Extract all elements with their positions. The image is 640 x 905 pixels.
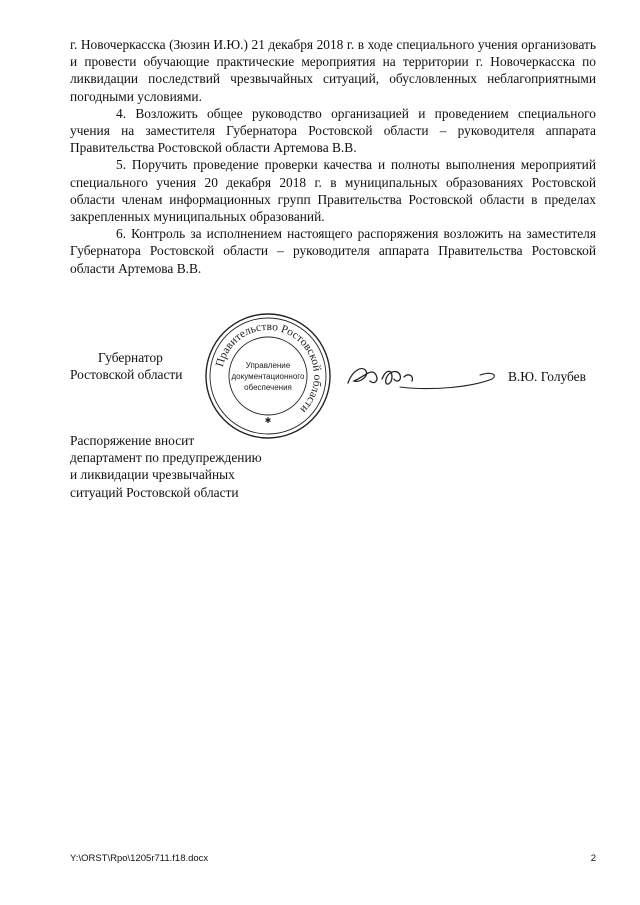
page-footer: [70, 853, 596, 864]
submitter-note: [70, 432, 262, 501]
footer-file-path: Y:\ORST\Rpo\1205r711.f18.docx: [70, 853, 209, 864]
signatory-name: В.Ю. Голубев: [508, 369, 586, 384]
paragraph-item-4: 4. Возложить общее руководство организацией и проведением специального учения на заместителя Губернатора Ростовской области – руководителя аппарата Правительства Ростовской области Артемова В.В.: [70, 105, 596, 156]
seal-inner-line2: документационного: [231, 372, 305, 381]
submitter-note-line3: и ликвидации чрезвычайных: [70, 467, 235, 483]
page-number: 2: [590, 853, 596, 864]
handwritten-signature: [342, 357, 502, 397]
seal-star-icon: ✱: [264, 416, 272, 425]
signatory-title: [70, 349, 182, 383]
paragraph-item-5: 5. Поручить проведение проверки качества и полноты выполнения мероприятий специального учения 20 декабря 2018 г. в муниципальных образованиях Ростовской области членам информационных групп Правительства Ростовской области в пределах закрепленных муниципальных образований.: [70, 157, 596, 225]
seal-inner-line1: Управление: [245, 361, 291, 370]
signatory-title-line1: Губернатор: [98, 350, 163, 365]
submitter-note-line1: Распоряжение вносит: [70, 433, 195, 448]
official-seal: [203, 311, 333, 441]
seal-outer-text: Правительство Ростовской области: [213, 320, 324, 416]
directive-body: [70, 36, 596, 277]
submitter-note-line4: ситуаций Ростовской области: [70, 484, 239, 500]
signatory-title-line2: Ростовской области: [70, 367, 183, 383]
paragraph-continuation: г. Новочеркасска (Зюзин И.Ю.) 21 декабря 2018 г. в ходе специального учения организовать и провести обучающие практические мероприятия на территории г. Новочеркасска по ликвидации последствий чрезвычайных ситуаций, обусловленных неблагоприятными погодными условиями.: [70, 37, 596, 104]
paragraph-item-6: 6. Контроль за исполнением настоящего распоряжения возложить на заместителя Губернатора Ростовской области – руководителя аппарата Правительства Ростовской области Артемова В.В.: [70, 226, 596, 276]
submitter-note-line2: департамент по предупреждению: [70, 450, 262, 466]
seal-inner-line3: обеспечения: [244, 383, 292, 392]
